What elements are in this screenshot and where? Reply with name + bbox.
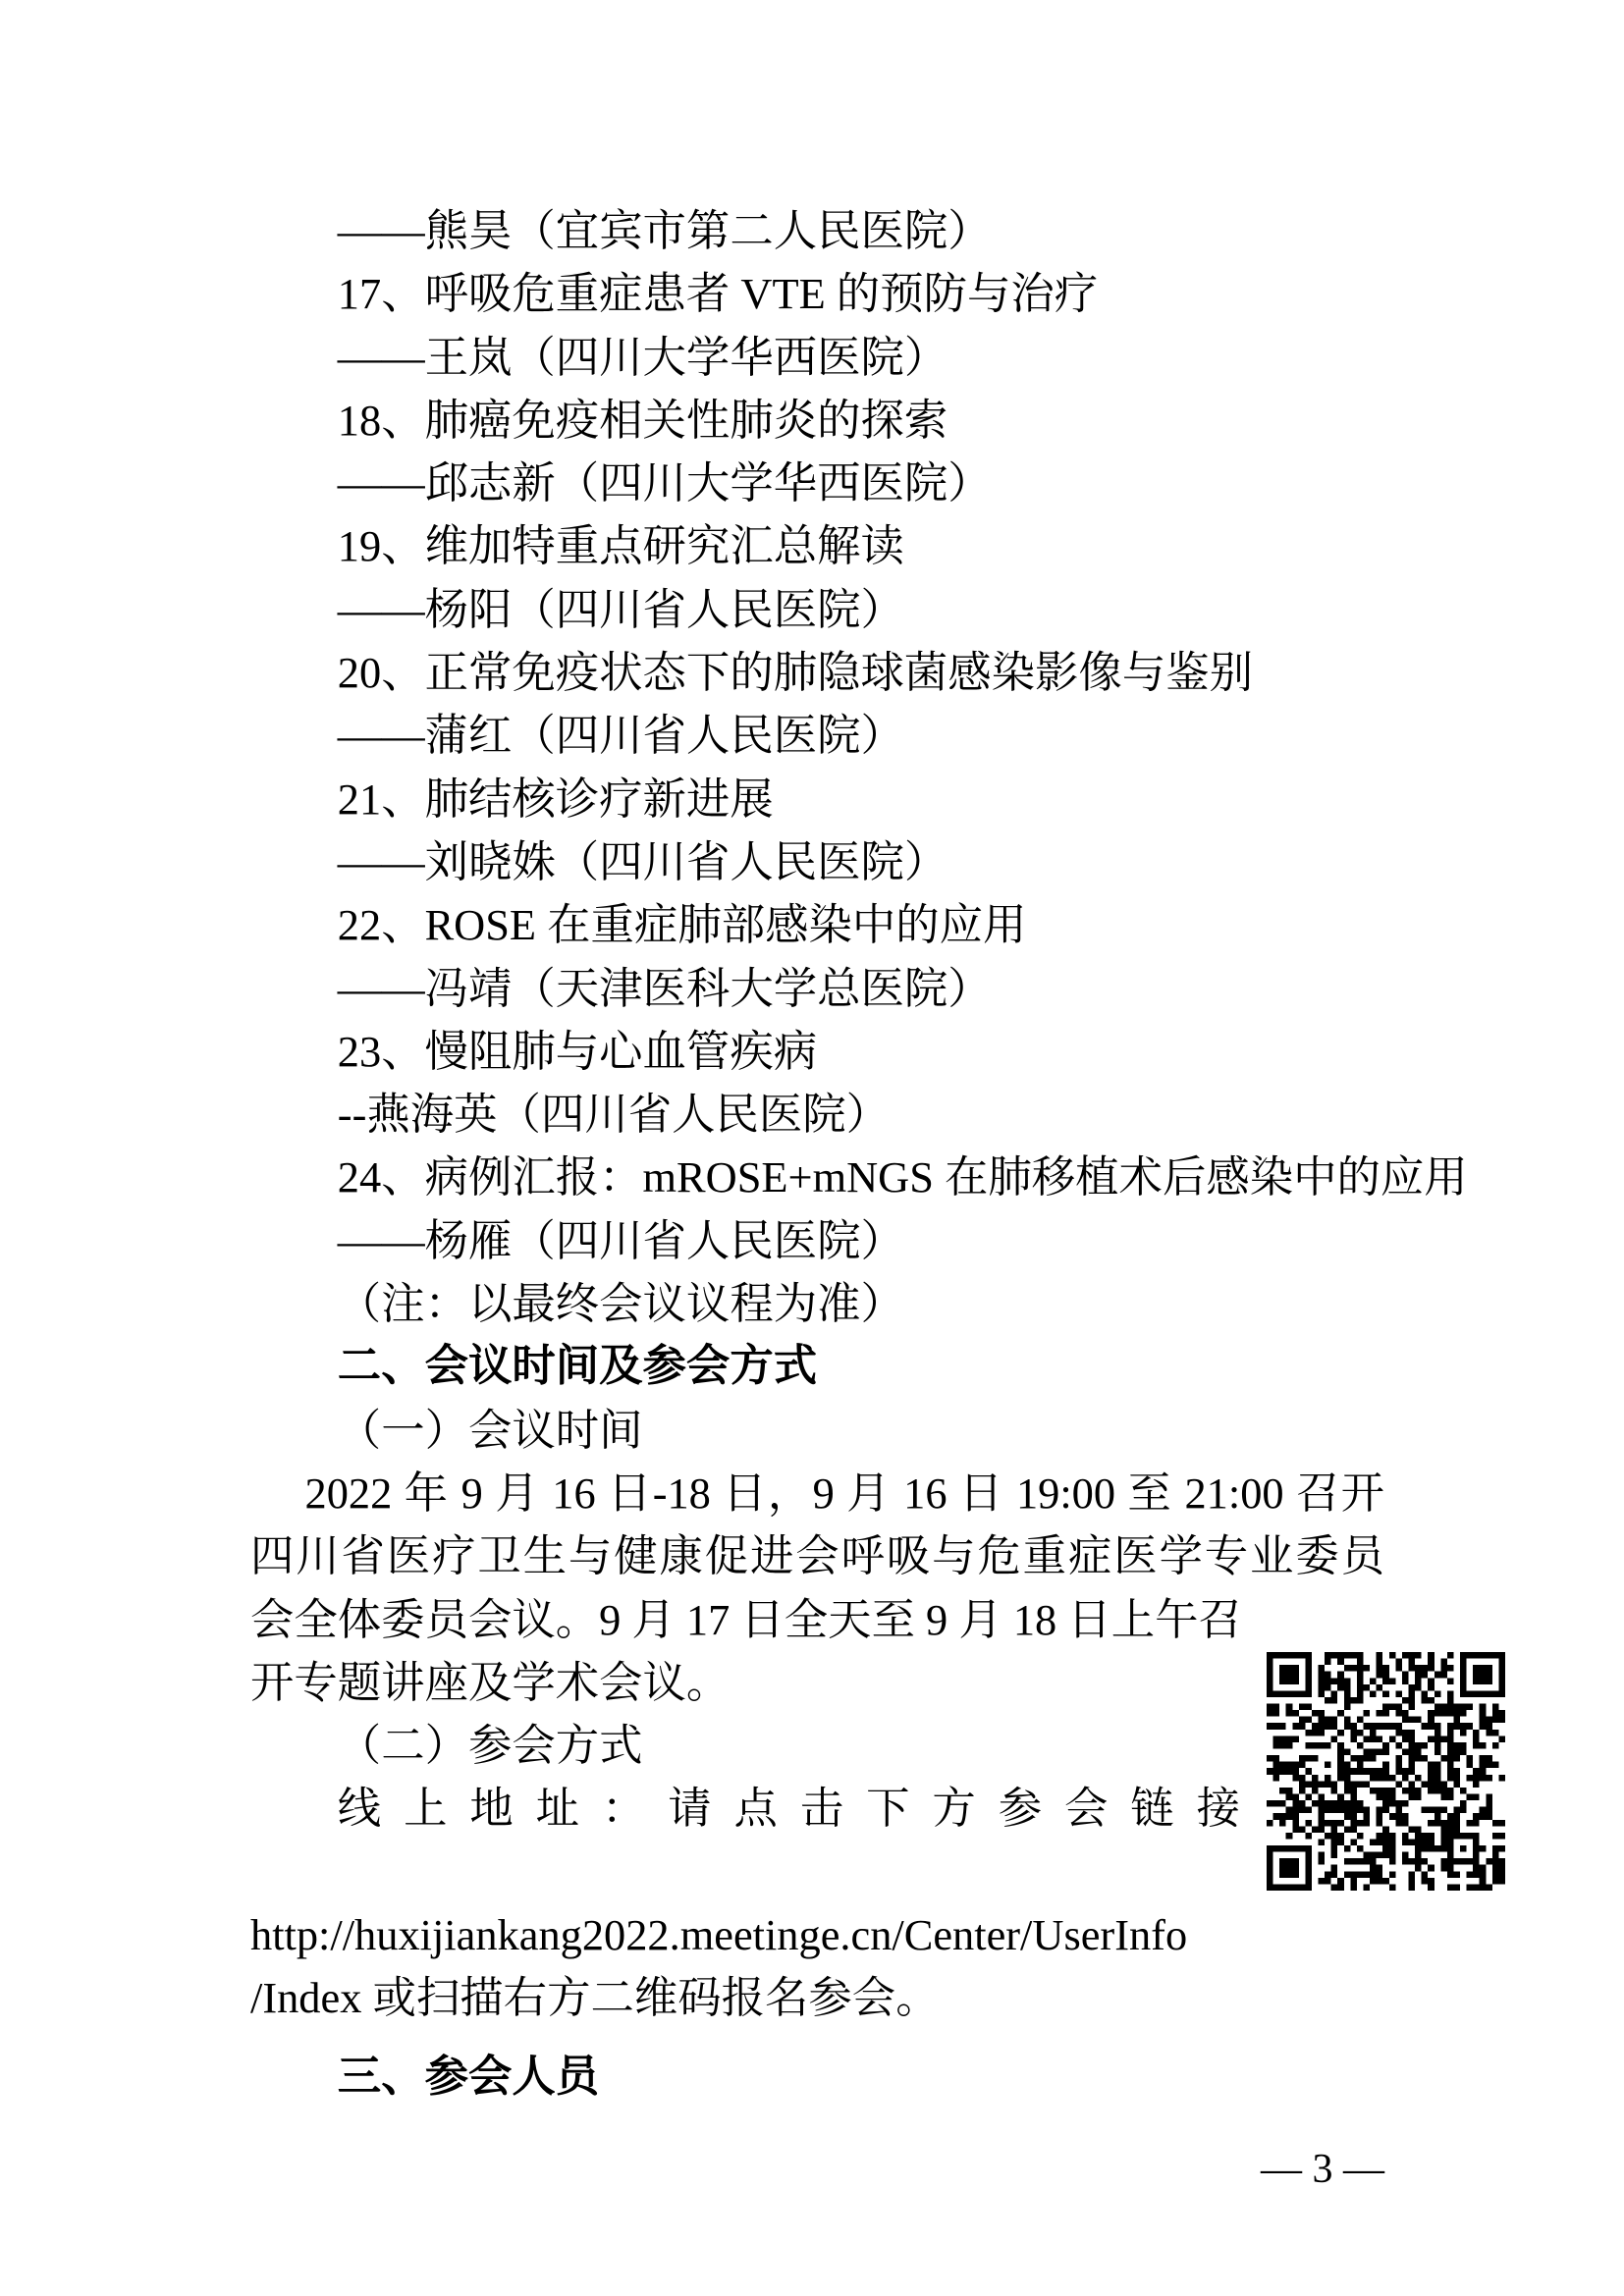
agenda-speaker: ——王岚（四川大学华西医院） <box>337 332 948 382</box>
agenda-speaker: ——杨阳（四川省人民医院） <box>337 584 904 634</box>
agenda-item-title: 17、呼吸危重症患者 VTE 的预防与治疗 <box>337 269 1099 319</box>
agenda-speaker: ——蒲红（四川省人民医院） <box>337 711 904 761</box>
agenda-item-title: 20、正常免疫状态下的肺隐球菌感染影像与鉴别 <box>337 648 1254 698</box>
agenda-speaker: ——熊昊（宜宾市第二人民医院） <box>337 206 992 255</box>
paragraph-line: 四川省医疗卫生与健康促进会呼吸与危重症医学专业委员 <box>250 1531 1384 1581</box>
paragraph-line: 2022 年 9 月 16 日-18 日，9 月 16 日 19:00 至 21:00 召开 <box>304 1468 1384 1518</box>
agenda-item-title: 24、病例汇报：mROSE+mNGS 在肺移植术后感染中的应用 <box>337 1152 1468 1202</box>
qr-code <box>1267 1652 1505 1891</box>
agenda-item-title: 23、慢阻肺与心血管疾病 <box>337 1026 818 1076</box>
agenda-item-title: 19、维加特重点研究汇总解读 <box>337 521 904 571</box>
subsection-heading-meeting-time: （一）会议时间 <box>337 1405 643 1455</box>
agenda-item-title: 18、肺癌免疫相关性肺炎的探索 <box>337 395 948 445</box>
agenda-speaker: ——杨雁（四川省人民医院） <box>337 1215 904 1265</box>
agenda-speaker: --燕海英（四川省人民医院） <box>337 1090 891 1140</box>
online-address-label: 线上地址：请点击下方参会链接 <box>337 1784 1263 1834</box>
blank-line <box>250 1841 1384 1903</box>
agenda-speaker: ——邱志新（四川大学华西医院） <box>337 458 992 508</box>
agenda-item-title: 21、肺结核诊疗新进展 <box>337 774 774 824</box>
page-number: — 3 — <box>1261 2147 1384 2192</box>
meeting-url-line: /Index 或扫描右方二维码报名参会。 <box>250 1973 940 2023</box>
section-heading-attendees: 三、参会人员 <box>337 2051 600 2102</box>
paragraph-line: 会全体委员会议。9 月 17 日全天至 9 月 18 日上午召 <box>250 1594 1242 1644</box>
agenda-note: （注：以最终会议议程为准） <box>337 1279 904 1329</box>
paragraph-line: 开专题讲座及学术会议。 <box>250 1657 731 1707</box>
meeting-url-line: http://huxijiankang2022.meetinge.cn/Center/UserInfo <box>250 1910 1188 1960</box>
page-body <box>250 199 1468 2109</box>
section-heading-meeting-time-and-attendance: 二、会议时间及参会方式 <box>337 1341 818 1392</box>
agenda-item-title: 22、ROSE 在重症肺部感染中的应用 <box>337 900 1027 950</box>
agenda-speaker: ——冯靖（天津医科大学总医院） <box>337 963 992 1013</box>
agenda-speaker: ——刘晓姝（四川省人民医院） <box>337 836 948 886</box>
subsection-heading-attendance: （二）参会方式 <box>337 1721 643 1771</box>
